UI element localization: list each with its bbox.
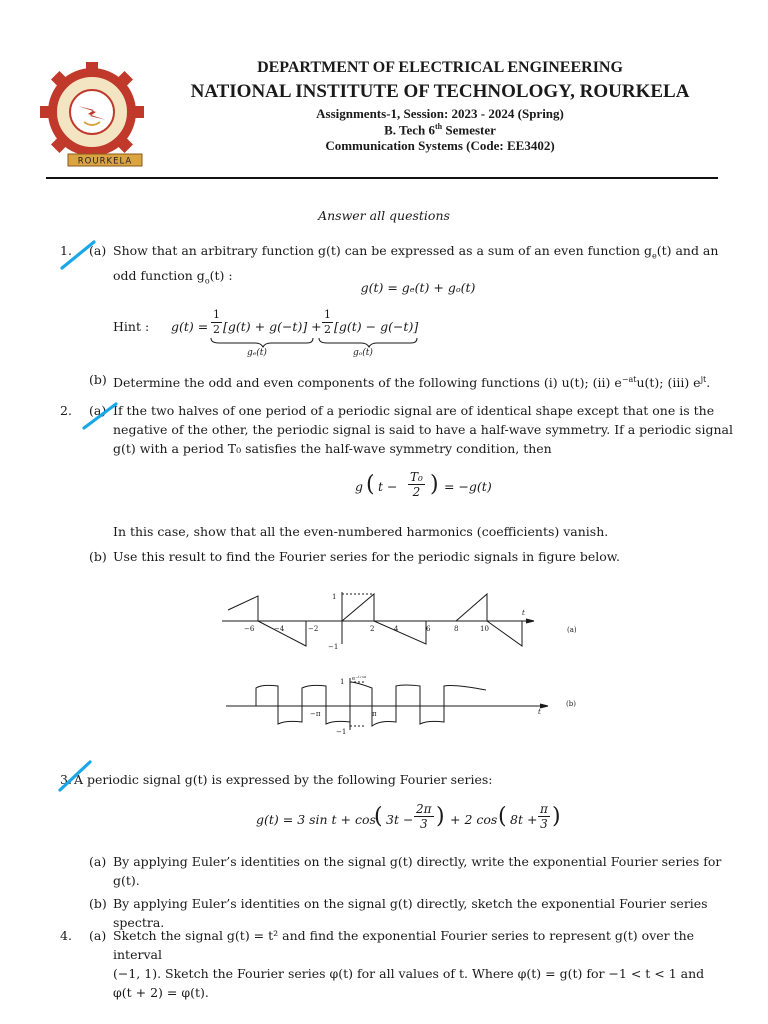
fig-b-ytop: 1 <box>340 678 345 686</box>
brace-label-2: gₒ(t) <box>353 348 373 358</box>
figure-b <box>226 672 582 736</box>
q1-equation: g(t) = gₑ(t) + gₒ(t) <box>360 280 476 295</box>
instruction: Answer all questions <box>318 208 450 223</box>
hint-term-2: [g(t) − g(−t)] <box>334 319 419 334</box>
course-line: Communication Systems (Code: EE3402) <box>325 138 555 153</box>
q4-number: 4. <box>60 928 72 943</box>
fig-a-tick: 2 <box>370 625 375 633</box>
department-title: DEPARTMENT OF ELECTRICAL ENGINEERING <box>257 59 623 76</box>
fig-a-tick: −2 <box>308 625 319 633</box>
check-mark-q2-icon <box>80 398 120 432</box>
check-mark-q1-icon <box>58 238 98 272</box>
q3a-label: (a) <box>89 854 107 869</box>
q2a-text-2: In this case, show that all the even-numbered harmonics (coefficients) vanish. <box>113 524 609 539</box>
q1-number: 1. <box>60 243 72 258</box>
figure-a <box>222 588 582 650</box>
q4a-text: Sketch the signal g(t) = t² and find the exponential Fourier series to represent g(t) over the interval (−1, 1). Sketch the Fourier series φ(t) for all values of t. Where φ(t) = g(t) for −1 < t < 1 and φ(t + 2) = φ(t). <box>113 928 705 1000</box>
fig-a-label: (a) <box>567 626 577 634</box>
fig-a-tick: 8 <box>454 625 459 633</box>
fig-a-ytop: 1 <box>332 593 337 601</box>
q2-equation: g ( t − $\frac{\text{T₀}}{2}$ ) = −g(t) <box>355 470 492 499</box>
hint-braces <box>209 336 419 348</box>
q3-equation: g(t) = 3 sin t + cos ( 3t − $\frac{2\pi}{3}$ ) + 2 cos ( 8t + $\frac{\pi}{3}$ ) <box>256 802 561 831</box>
session-line: Assignments-1, Session: 2023 - 2024 (Spring) <box>316 106 564 121</box>
hint-term-1: [g(t) + g(−t)] + <box>223 319 322 334</box>
header-rule <box>46 177 718 179</box>
hint-label: Hint : <box>113 319 150 334</box>
q2a-text: If the two halves of one period of a periodic signal are of identical shape except that one is the negative of the other, the periodic signal is said to have a half-wave symmetry. If a periodic signal g(t) with a period T₀ satisfies the half-wave symmetry condition, then <box>113 403 733 456</box>
q3b-text: By applying Euler’s identities on the signal g(t) directly, sketch the exponential Fourier series spectra. <box>113 896 708 930</box>
hint-frac-2: $\frac{1}{2}$ <box>324 308 331 336</box>
fig-b-curve-label: e⁻ᵗᐟ¹⁰ <box>352 676 367 682</box>
fig-a-axis-label: t <box>522 609 525 617</box>
fig-a-tick: 10 <box>480 625 489 633</box>
q3-text: A periodic signal g(t) is expressed by the following Fourier series: <box>74 772 493 787</box>
q2b-label: (b) <box>89 549 107 564</box>
q2-number: 2. <box>60 403 72 418</box>
fig-b-tick-neg: −π <box>310 710 321 718</box>
fig-a-tick: −6 <box>244 625 255 633</box>
fig-b-label: (b) <box>566 700 576 708</box>
hint-frac-1: $\frac{1}{2}$ <box>213 308 220 336</box>
logo-ribbon <box>68 154 142 167</box>
fig-b-ybot: −1 <box>336 728 347 736</box>
fig-a-ramp <box>228 596 258 621</box>
fig-a-tick: 4 <box>394 625 399 633</box>
logo-gear <box>40 62 144 164</box>
fig-a-tick: 6 <box>426 625 431 633</box>
q1b-label: (b) <box>89 372 107 387</box>
hint-lhs: g(t) = <box>171 319 209 334</box>
fig-a-tick: −4 <box>274 625 285 633</box>
q2a-label: (a) <box>89 403 107 418</box>
q1b-text: Determine the odd and even components of the following functions (i) u(t); (ii) $e^{-at}u(t)$; (iii) $e^{jt}$. <box>113 375 711 391</box>
institute-title: NATIONAL INSTITUTE OF TECHNOLOGY, ROURKELA <box>190 81 690 102</box>
fig-a-ybot: −1 <box>328 643 339 650</box>
semester-line: B. Tech 6th Semester <box>384 122 496 138</box>
nit-logo <box>38 62 146 172</box>
fig-b-axis-label: t <box>538 708 541 716</box>
q1a-label: (a) <box>89 243 107 258</box>
q3-number: 3. <box>60 772 72 787</box>
q1-hint <box>113 308 613 368</box>
fig-b-tick-pos: π <box>372 710 377 718</box>
brace-label-1: gₑ(t) <box>247 348 267 358</box>
q3a-text: By applying Euler’s identities on the signal g(t) directly, write the exponential Fourier series for g(t). <box>113 854 722 888</box>
q2b-text: Use this result to find the Fourier series for the periodic signals in figure below. <box>113 549 620 564</box>
q1a-text: Show that an arbitrary function g(t) can be expressed as a sum of an even function $g_e(t)$ and an odd function $g_o(t)$ : <box>113 243 719 285</box>
q3b-label: (b) <box>89 896 107 911</box>
check-mark-q3-icon <box>56 758 96 794</box>
q4a-label: (a) <box>89 928 107 943</box>
logo-ribbon-text: ROURKELA <box>77 156 133 167</box>
